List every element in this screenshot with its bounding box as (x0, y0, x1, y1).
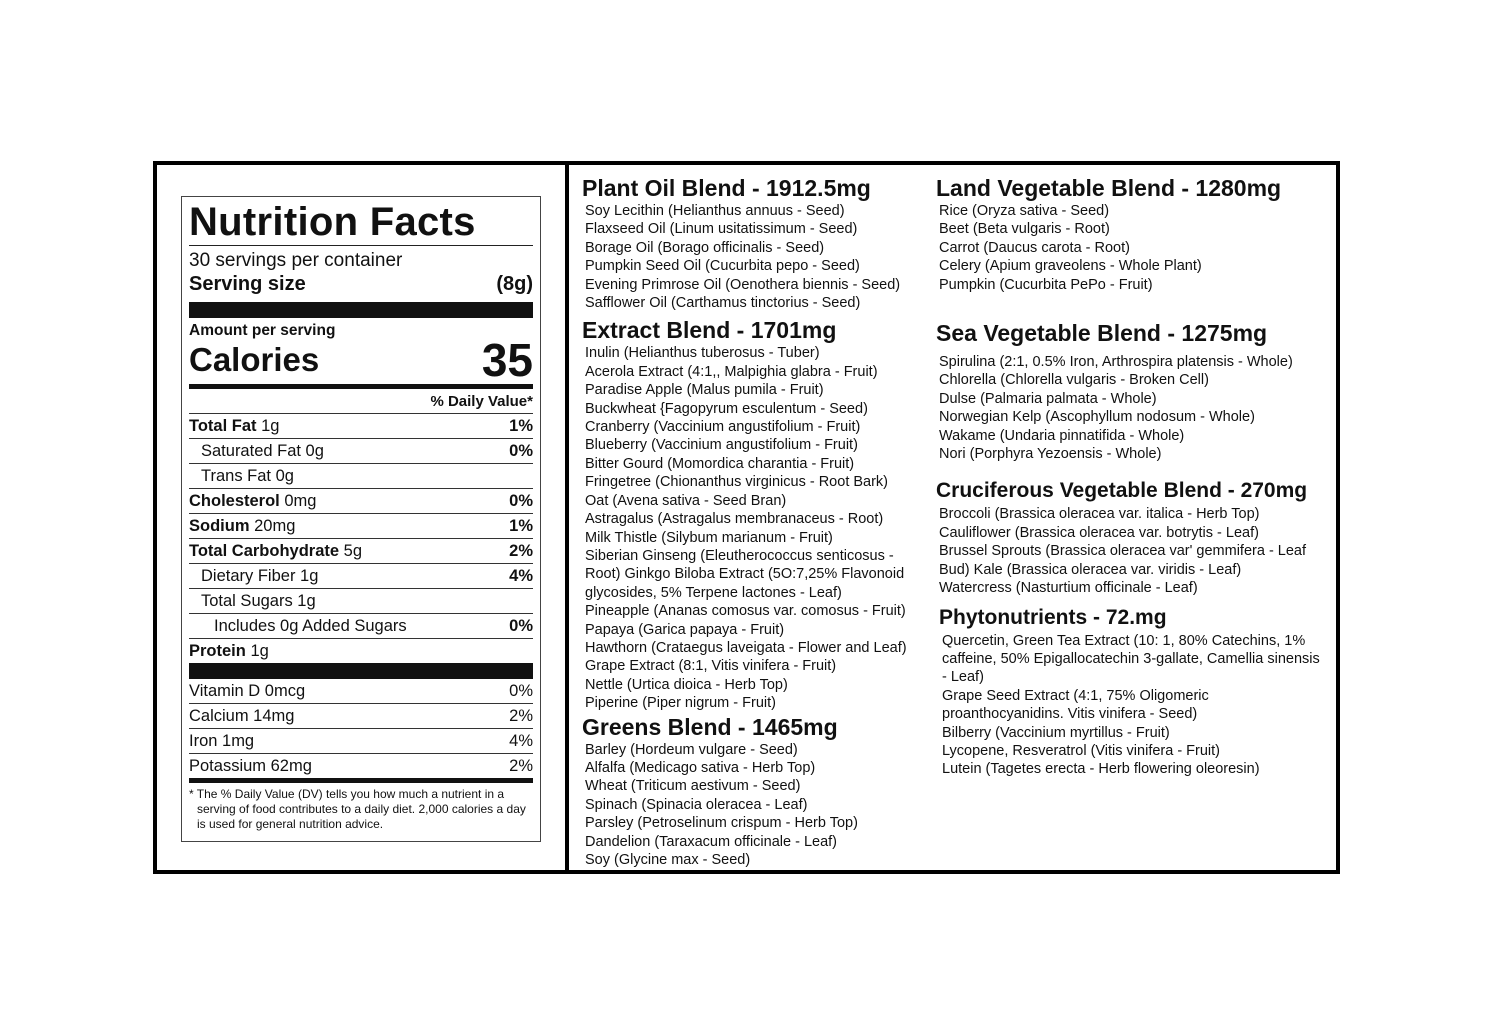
mineral-name: Calcium 14mg (189, 707, 295, 725)
list-item: Barley (Hordeum vulgare - Seed) (585, 741, 798, 758)
serving-size-label: Serving size (189, 273, 306, 295)
nutrient-amount: 0mg (284, 492, 317, 510)
list-item: Acerola Extract (4:1,, Malpighia glabra - Fruit) (585, 363, 878, 380)
nutrient-amount: 1g (261, 417, 280, 435)
servings-per-container: 30 servings per container (189, 250, 403, 271)
list-item: Pineapple (Ananas comosus var. comosus - Fruit) (585, 603, 906, 620)
thick-divider (189, 302, 533, 318)
list-item: Spirulina (2:1, 0.5% Iron, Arthrospira platensis - Whole) (939, 354, 1293, 371)
plant-oil-blend (582, 174, 932, 312)
nutrient-amount: 20mg (254, 517, 296, 535)
list-item: Paradise Apple (Malus pumila - Fruit) (585, 382, 824, 399)
list-item: Watercress (Nasturtium officinale - Leaf) (939, 580, 1198, 597)
mineral-row-vitamin-d (189, 679, 533, 703)
nutrient-row-dietary-fiber (189, 563, 533, 588)
mineral-dv: 0% (509, 682, 533, 700)
list-item: Soy Lecithin (Helianthus annuus - Seed) (585, 203, 845, 219)
extract-blend (582, 316, 932, 712)
nutrient-row-trans-fat (189, 463, 533, 488)
phytonutrients-blend (936, 604, 1336, 779)
medium-divider (189, 778, 533, 783)
list-item: Nori (Porphyra Yezoensis - Whole) (939, 446, 1162, 463)
nutrient-dv: 0% (509, 617, 533, 635)
nutrient-name: Total Sugars 1g (201, 592, 316, 610)
blends-column-right (936, 174, 1336, 779)
list-item: Brussel Sprouts (Brassica oleracea var' gemmifera - Leaf Bud) Kale (Brassica oleracea var. viridis - Leaf) (939, 543, 1307, 578)
blends-column-left (582, 174, 932, 869)
list-item: Lycopene, Resveratrol (Vitis vinifera - Fruit) (942, 742, 1221, 759)
blend-title: Land Vegetable Blend - 1280mg (936, 175, 1282, 201)
serving-size (189, 272, 533, 296)
list-item: Norwegian Kelp (Ascophyllum nodosum - Whole) (939, 409, 1255, 426)
blend-title: Cruciferous Vegetable Blend - 270mg (936, 479, 1308, 503)
list-item: Papaya (Garica papaya - Fruit) (585, 621, 785, 638)
nutrient-dv: 2% (509, 542, 533, 560)
list-item: Lutein (Tagetes erecta - Herb flowering oleoresin) (942, 761, 1260, 778)
list-item: Dulse (Palmaria palmata - Whole) (939, 390, 1157, 407)
nutrient-name: Sodium (189, 517, 250, 535)
nutrient-row-protein (189, 638, 533, 663)
divider (189, 245, 533, 246)
nutrient-name: Cholesterol (189, 492, 280, 510)
nutrient-name: Protein (189, 642, 246, 660)
nutrient-name: Total Carbohydrate (189, 542, 340, 560)
blend-title: Sea Vegetable Blend - 1275mg (936, 320, 1268, 347)
list-item: Wakame (Undaria pinnatifida - Whole) (939, 427, 1185, 444)
greens-blend (582, 713, 932, 870)
list-item: Hawthorn (Crataegus laveigata - Flower and Leaf) (585, 639, 907, 656)
list-item: Cauliflower (Brassica oleracea var. botrytis - Leaf) (939, 524, 1259, 541)
blend-title: Phytonutrients - 72.mg (939, 605, 1167, 629)
nutrition-facts-panel (181, 196, 541, 842)
blend-title: Greens Blend - 1465mg (582, 713, 838, 740)
list-item: Pumpkin Seed Oil (Cucurbita pepo - Seed) (585, 258, 860, 275)
mineral-name: Vitamin D 0mcg (189, 682, 306, 700)
nutrient-row-total-carbohydrate (189, 538, 533, 563)
land-vegetable-blend (936, 174, 1336, 294)
nutrient-name: Total Fat (189, 417, 257, 435)
list-item: Spinach (Spinacia oleracea - Leaf) (585, 796, 808, 813)
list-item: Milk Thistle (Silybum marianum - Fruit) (585, 529, 833, 546)
nutrient-row-added-sugars (189, 613, 533, 638)
calories-label: Calories (189, 341, 320, 378)
nutrient-row-sodium (189, 513, 533, 538)
list-item: Nettle (Urtica dioica - Herb Top) (585, 676, 788, 693)
list-item: Buckwheat {Fagopyrum esculentum - Seed) (585, 400, 868, 417)
blend-title: Extract Blend - 1701mg (582, 317, 837, 344)
list-item: Bilberry (Vaccinium myrtillus - Fruit) (942, 724, 1170, 741)
list-item: Dandelion (Taraxacum officinale - Leaf) (585, 833, 838, 850)
amount-per-serving: Amount per serving (189, 322, 336, 339)
daily-value-footnote: * The % Daily Value (DV) tells you how much a nutrient in a serving of food contributes to a daily diet. 2,000 calories a day is used for general nutrition advice. (189, 787, 526, 831)
list-item: Piperine (Piper nigrum - Fruit) (585, 695, 776, 712)
nutrient-name: Includes 0g Added Sugars (214, 617, 407, 635)
mineral-dv: 2% (509, 707, 533, 725)
list-item: Grape Seed Extract (4:1, 75% Oligomeric proanthocyanidins. Vitis vinifera - Seed) (942, 687, 1209, 723)
list-item: Chlorella (Chlorella vulgaris - Broken Cell) (939, 372, 1209, 389)
nutrient-dv: 1% (509, 417, 533, 435)
mineral-name: Iron 1mg (189, 732, 255, 750)
nutrient-dv: 0% (509, 442, 533, 460)
mineral-dv: 2% (509, 757, 533, 775)
nutrition-title: Nutrition Facts (189, 200, 476, 244)
list-item: Borage Oil (Borago officinalis - Seed) (585, 239, 825, 256)
nutrient-row-cholesterol (189, 488, 533, 513)
list-item: Broccoli (Brassica oleracea var. italica - Herb Top) (939, 506, 1260, 523)
thick-divider (189, 663, 533, 679)
calories (189, 334, 533, 386)
list-item: Bitter Gourd (Momordica charantia - Fruit) (585, 455, 855, 472)
nutrient-row-total-sugars (189, 588, 533, 613)
mineral-row-potassium (189, 753, 533, 778)
list-item: Astragalus (Astragalus membranaceus - Root) (585, 511, 884, 528)
sea-vegetable-blend (936, 319, 1336, 463)
nutrient-amount: 5g (343, 542, 362, 560)
list-item: Grape Extract (8:1, Vitis vinifera - Fruit) (585, 658, 837, 675)
nutrient-dv: 1% (509, 517, 533, 535)
blend-title: Plant Oil Blend - 1912.5mg (582, 175, 871, 201)
list-item: Quercetin, Green Tea Extract (10: 1, 80% Catechins, 1% caffeine, 50% Epigallocatechin 3-gallate, Camellia sinensis - Leaf) (942, 632, 1320, 686)
list-item: Inulin (Helianthus tuberosus - Tuber) (585, 345, 820, 362)
nutrient-dv: 0% (509, 492, 533, 510)
mineral-row-iron (189, 728, 533, 753)
nutrient-name: Saturated Fat 0g (201, 442, 324, 460)
list-item: Soy (Glycine max - Seed) (585, 852, 751, 868)
list-item: Parsley (Petroselinum crispum - Herb Top) (585, 815, 858, 832)
nutrient-row-total-fat (189, 413, 533, 438)
nutrient-amount: 1g (250, 642, 269, 660)
serving-size-value: (8g) (496, 273, 533, 295)
nutrient-row-saturated-fat (189, 438, 533, 463)
column-divider (565, 163, 569, 873)
list-item: Siberian Ginseng (Eleutherococcus senticosus - Root) Ginkgo Biloba Extract (5O:7,25% Flavonoid glycosides, 5% Terpene lactones - Leaf) (585, 547, 905, 601)
list-item: Beet (Beta vulgaris - Root) (939, 221, 1110, 238)
list-item: Wheat (Triticum aestivum - Seed) (585, 778, 801, 795)
list-item: Celery (Apium graveolens - Whole Plant) (939, 258, 1202, 275)
list-item: Cranberry (Vaccinium angustifolium - Fruit) (585, 419, 861, 436)
daily-value-header: % Daily Value* (430, 393, 533, 410)
list-item: Rice (Oryza sativa - Seed) (939, 203, 1110, 219)
list-item: Oat (Avena sativa - Seed Bran) (585, 492, 787, 509)
calories-value: 35 (481, 334, 533, 386)
mineral-row-calcium (189, 703, 533, 728)
nutrient-name: Trans Fat 0g (201, 467, 294, 485)
list-item: Safflower Oil (Carthamus tinctorius - Seed) (585, 295, 861, 312)
nutrient-name: Dietary Fiber 1g (201, 567, 319, 585)
list-item: Carrot (Daucus carota - Root) (939, 239, 1130, 256)
list-item: Fringetree (Chionanthus virginicus - Root Bark) (585, 474, 889, 491)
list-item: Alfalfa (Medicago sativa - Herb Top) (585, 759, 816, 776)
nutrient-dv: 4% (509, 567, 533, 585)
mineral-dv: 4% (509, 732, 533, 750)
list-item: Blueberry (Vaccinium angustifolium - Fruit) (585, 437, 858, 454)
list-item: Flaxseed Oil (Linum usitatissimum - Seed) (585, 221, 858, 238)
cruciferous-vegetable-blend (936, 477, 1336, 597)
list-item: Evening Primrose Oil (Oenothera biennis - Seed) (585, 276, 901, 293)
list-item: Pumpkin (Cucurbita PePo - Fruit) (939, 276, 1153, 293)
mineral-name: Potassium 62mg (189, 757, 312, 775)
